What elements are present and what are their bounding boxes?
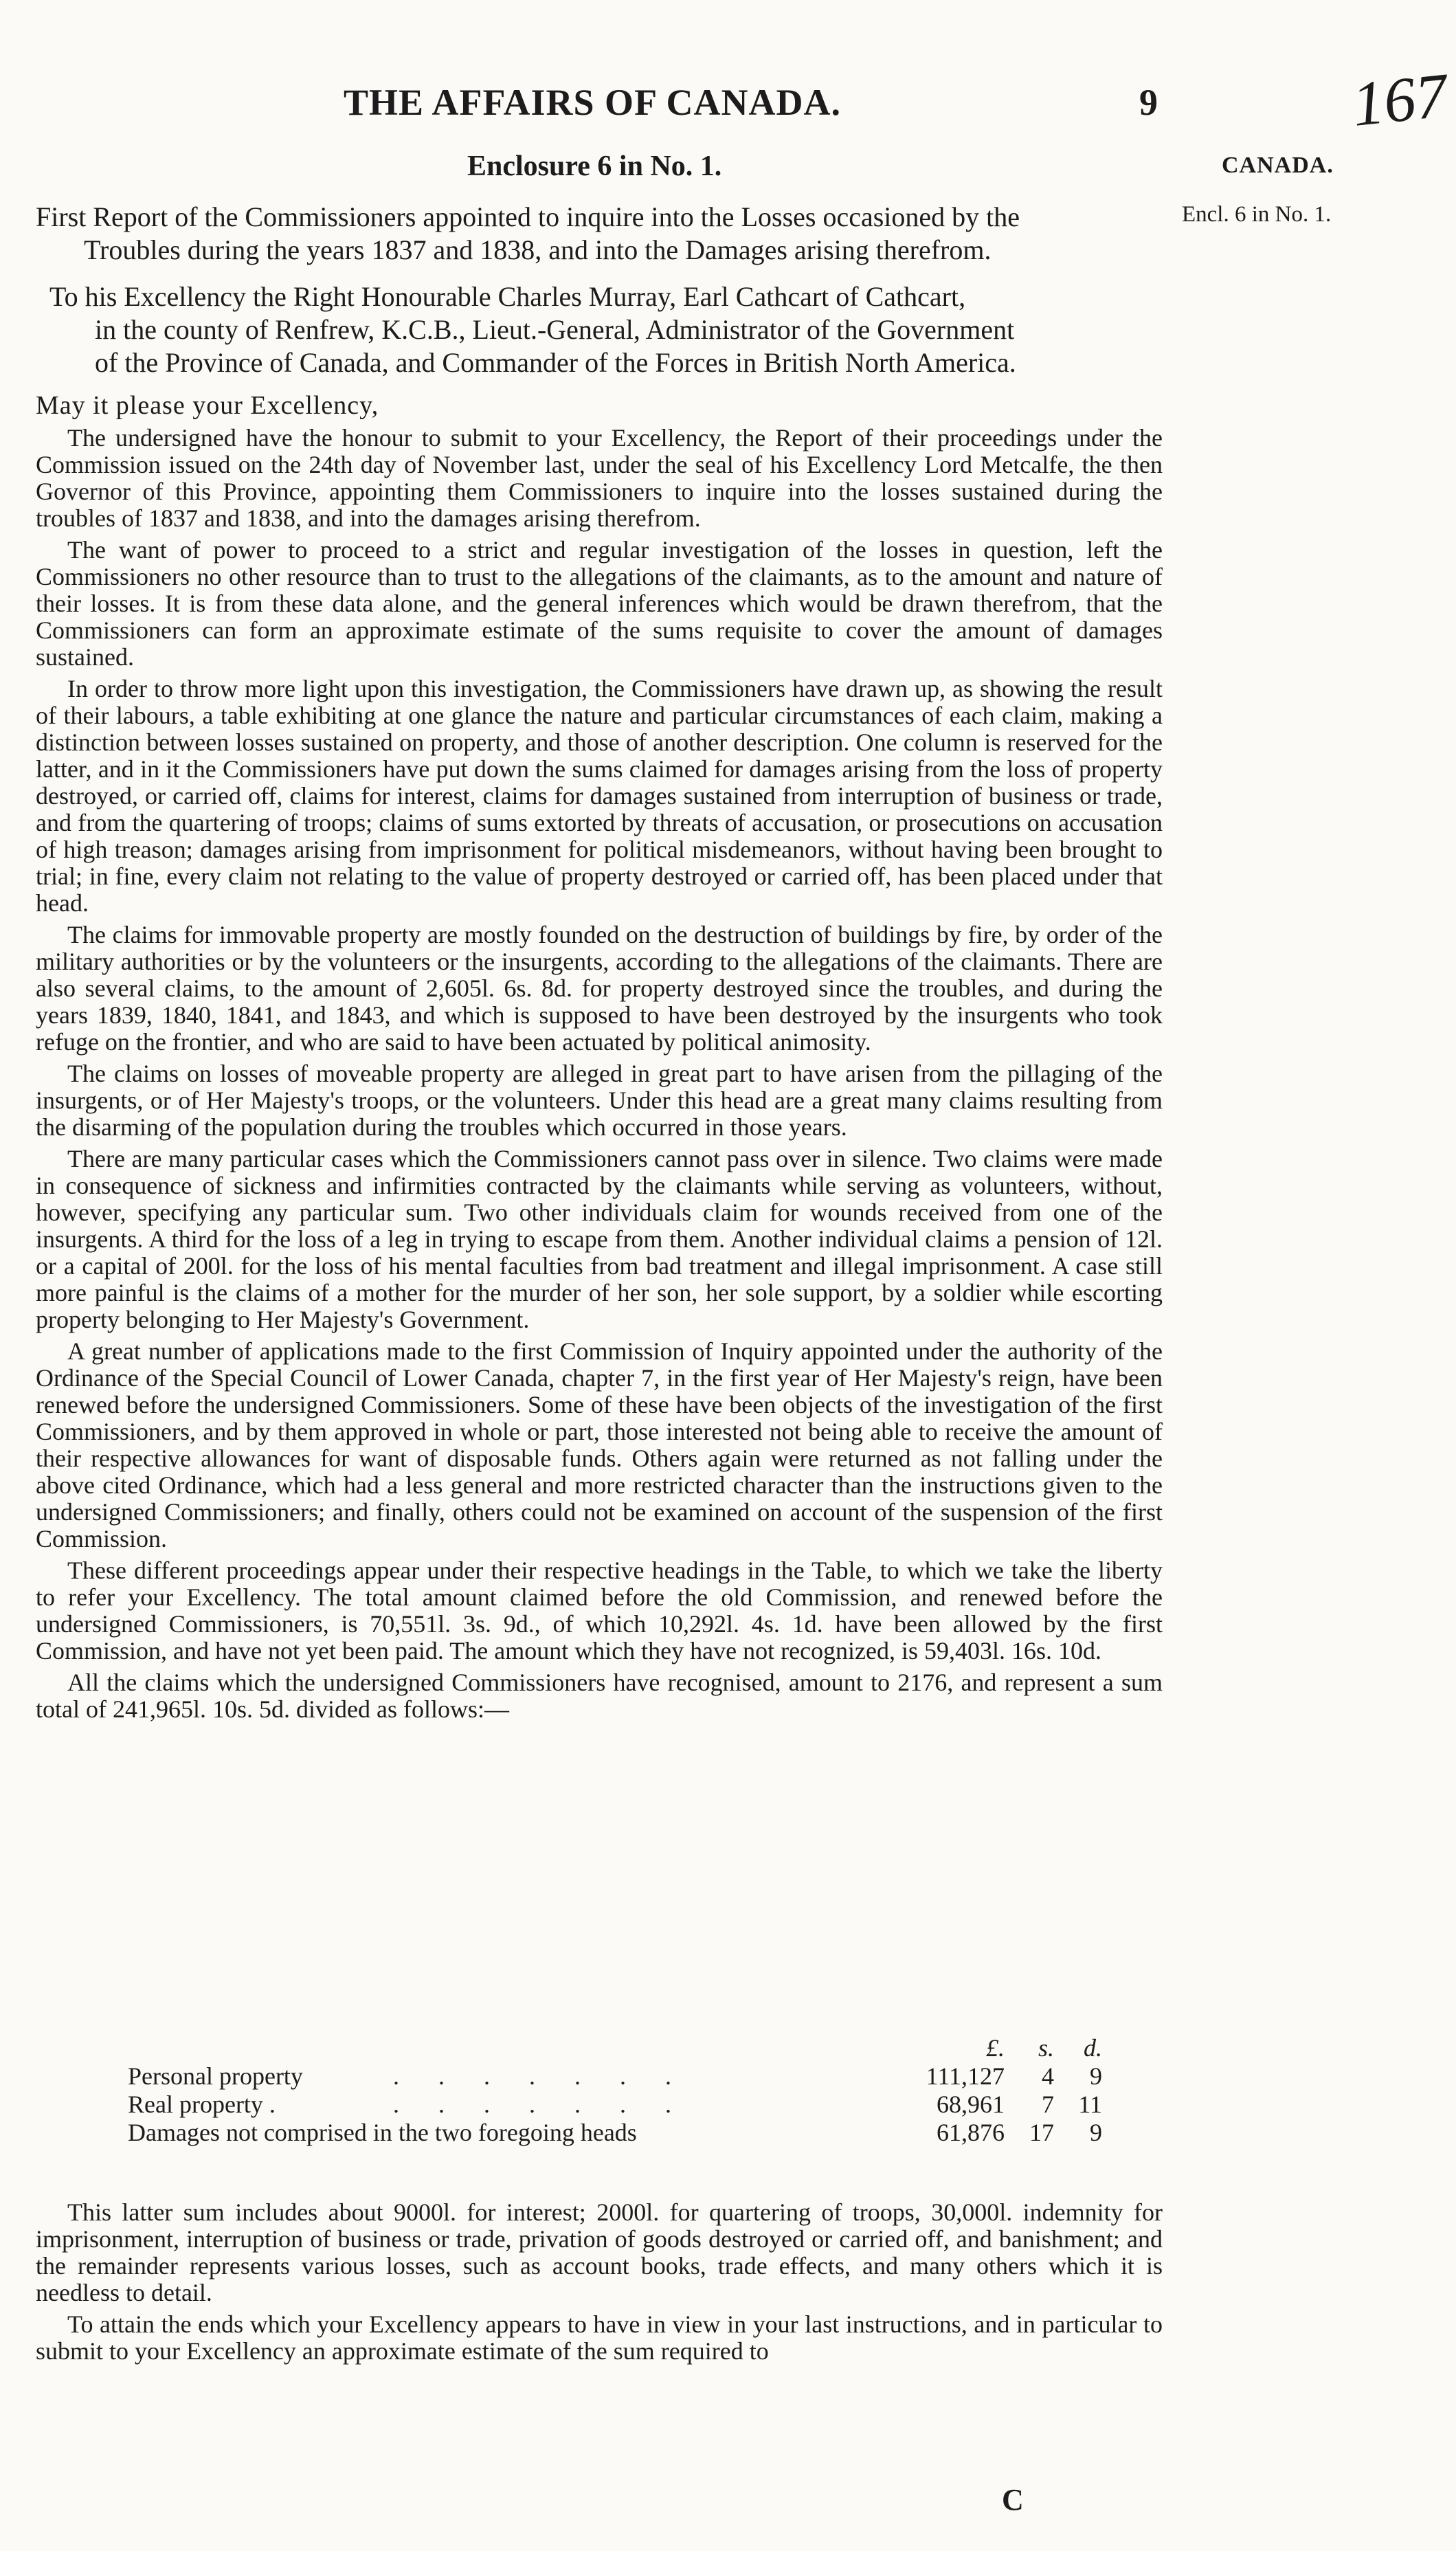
report-body bbox=[36, 425, 1163, 1728]
paragraph: This latter sum includes about 9000l. for interest; 2000l. for quartering of troops, 30,000l. indemnity for imprisonment, interruption of business or trade, privation of goods destroyed or carried off, and banishment; and the remainder represents various losses, such as account books, trade effects, and many others which it is needless to detail. bbox=[36, 2198, 1163, 2306]
report-title bbox=[36, 201, 1163, 267]
paragraph: A great number of applications made to the first Commission of Inquiry appointed under the authority of the Ordinance of the Special Council of Lower Canada, chapter 7, in the first year of Her Majesty's reign, have been renewed before the undersigned Commissioners. Some of these have been objects of the investigation of the first Commissioners, and by them approved in whole or part, those interested not being able to receive the amount of their respective allowances for want of disposable funds. Others again were returned as not falling under the above cited Ordinance, which had a less general and more restricted character than the instructions given to the undersigned Commissioners; and finally, others could not be examined on account of the suspension of the first Commission. bbox=[36, 1337, 1163, 1552]
paragraph: In order to throw more light upon this investigation, the Commissioners have drawn up, as showing the result of their labours, a table exhibiting at one glance the nature and particular circumstances of each claim, making a distinction between losses sustained on property, and those of another description. One column is reserved for the latter, and in it the Commissioners have put down the sums claimed for damages arising from the loss of property destroyed, or carried off, claims for interest, claims for damages sustained from interruption of business or trade, and from the quartering of troops; claims of sums extorted by threats of accusation, or prosecutions on accusation of high treason; damages arising from imprisonment for political misdemeanors, without having been brought to trial; in fine, every claim not relating to the value of property destroyed or carried off, has been placed under that head. bbox=[36, 675, 1163, 917]
pounds-header: £. bbox=[986, 2034, 1005, 2062]
address-block bbox=[36, 280, 1163, 379]
row-shillings: 4 bbox=[1042, 2062, 1054, 2090]
paragraph: The want of power to proceed to a strict and regular investigation of the losses in question, left the Commissioners no other resource than to trust to the allegations of the claimants, as to the amount and nature of their losses. It is from these data alone, and the general inferences which would be drawn therefrom, that the Commissioners can form an approximate estimate of the sums requisite to cover the amount of damages sustained. bbox=[36, 536, 1163, 671]
running-title: THE AFFAIRS OF CANADA. bbox=[344, 82, 842, 123]
enclosure-heading: Enclosure 6 in No. 1. bbox=[467, 151, 722, 182]
handwritten-folio-number: 167 bbox=[1349, 60, 1451, 140]
pence-header: d. bbox=[1084, 2034, 1102, 2062]
row-label: Real property . bbox=[128, 2091, 276, 2118]
report-title-line-2: Troubles during the years 1837 and 1838, and into the Damages arising therefrom. bbox=[84, 234, 992, 265]
table-header-row bbox=[36, 2034, 1163, 2062]
table-row bbox=[36, 2062, 1163, 2091]
address-line-3: of the Province of Canada, and Commander of the Forces in British North America. bbox=[95, 347, 1016, 378]
row-pounds: 68,961 bbox=[937, 2091, 1005, 2118]
paragraph: The claims on losses of moveable property are alleged in great part to have arisen from the pillaging of the insurgents, or of Her Majesty's troops, or the volunteers. Under this head are a great many claims resulting from the disarming of the population during the troubles which occurred in those years. bbox=[36, 1060, 1163, 1141]
report-title-line-1: First Report of the Commissioners appointed to inquire into the Losses occasioned by the bbox=[36, 201, 1020, 232]
paragraph: These different proceedings appear under their respective headings in the Table, to which we take the liberty to refer your Excellency. The total amount claimed before the old Commission, and renewed before the undersigned Commissioners, is 70,551l. 3s. 9d., of which 10,292l. 4s. 1d. have been allowed by the first Commission, and have not yet been paid. The amount which they have not recognized, is 59,403l. 16s. 10d. bbox=[36, 1557, 1163, 1664]
paragraph: To attain the ends which your Excellency appears to have in view in your last instructions, and in particular to submit to your Excellency an approximate estimate of the sum required to bbox=[36, 2310, 1163, 2365]
row-pounds: 111,127 bbox=[926, 2062, 1005, 2090]
margin-region-label: CANADA. bbox=[1222, 153, 1334, 178]
claims-summary-table bbox=[36, 2034, 1163, 2147]
signature-mark: C bbox=[1002, 2483, 1024, 2517]
paragraph: All the claims which the undersigned Commissioners have recognised, amount to 2176, and represent a sum total of 241,965l. 10s. 5d. divided as follows:— bbox=[36, 1669, 1163, 1723]
row-pence: 9 bbox=[1090, 2119, 1102, 2146]
paragraph: The claims for immovable property are mostly founded on the destruction of buildings by fire, by order of the military authorities or by the volunteers or the insurgents, according to the allegations of the claimants. There are also several claims, to the amount of 2,605l. 6s. 8d. for property destroyed since the troubles, and during the years 1839, 1840, 1841, and 1843, and which is supposed to have been destroyed by the insurgents who took refuge on the frontier, and who are said to have been actuated by political animosity. bbox=[36, 921, 1163, 1056]
row-pence: 11 bbox=[1078, 2091, 1102, 2118]
paragraph: The undersigned have the honour to submit to your Excellency, the Report of their proceedings under the Commission issued on the 24th day of November last, under the seal of his Excellency Lord Metcalfe, the then Governor of this Province, appointing them Commissioners to inquire into the losses sustained during the troubles of 1837 and 1838, and into the damages arising therefrom. bbox=[36, 424, 1163, 532]
table-row bbox=[36, 2119, 1163, 2147]
margin-enclosure-ref: Encl. 6 in No. 1. bbox=[1182, 202, 1332, 227]
table-row bbox=[36, 2091, 1163, 2119]
address-line-2: in the county of Renfrew, K.C.B., Lieut.-General, Administrator of the Government bbox=[95, 314, 1015, 345]
address-line-1: To his Excellency the Right Honourable Charles Murray, Earl Cathcart of Cathcart, bbox=[49, 281, 966, 312]
dot-leader: . . . . . . . bbox=[393, 2062, 688, 2090]
paragraph: There are many particular cases which the Commissioners cannot pass over in silence. Two claims were made in consequence of sickness and infirmities contracted by the claimants while serving as volunteers, without, however, specifying any particular sum. Two other individuals claim for wounds received from one of the insurgents. A third for the loss of a leg in trying to escape from them. Another individual claims a pension of 12l. or a capital of 200l. for the loss of his mental faculties from bad treatment and illegal imprisonment. A case still more painful is the claims of a mother for the murder of her son, her sole support, by a soldier while escorting property belonging to Her Majesty's Government. bbox=[36, 1145, 1163, 1333]
dot-leader: . . . . . . . bbox=[393, 2091, 688, 2118]
salutation: May it please your Excellency, bbox=[36, 391, 379, 420]
row-shillings: 17 bbox=[1029, 2119, 1054, 2146]
row-label: Damages not comprised in the two foregoing heads bbox=[128, 2119, 637, 2146]
shillings-header: s. bbox=[1038, 2034, 1054, 2062]
row-label: Personal property bbox=[128, 2062, 303, 2090]
row-shillings: 7 bbox=[1042, 2091, 1054, 2118]
page-number: 9 bbox=[1139, 82, 1158, 123]
row-pence: 9 bbox=[1090, 2062, 1102, 2090]
row-pounds: 61,876 bbox=[937, 2119, 1005, 2146]
report-body-continued bbox=[36, 2199, 1163, 2370]
